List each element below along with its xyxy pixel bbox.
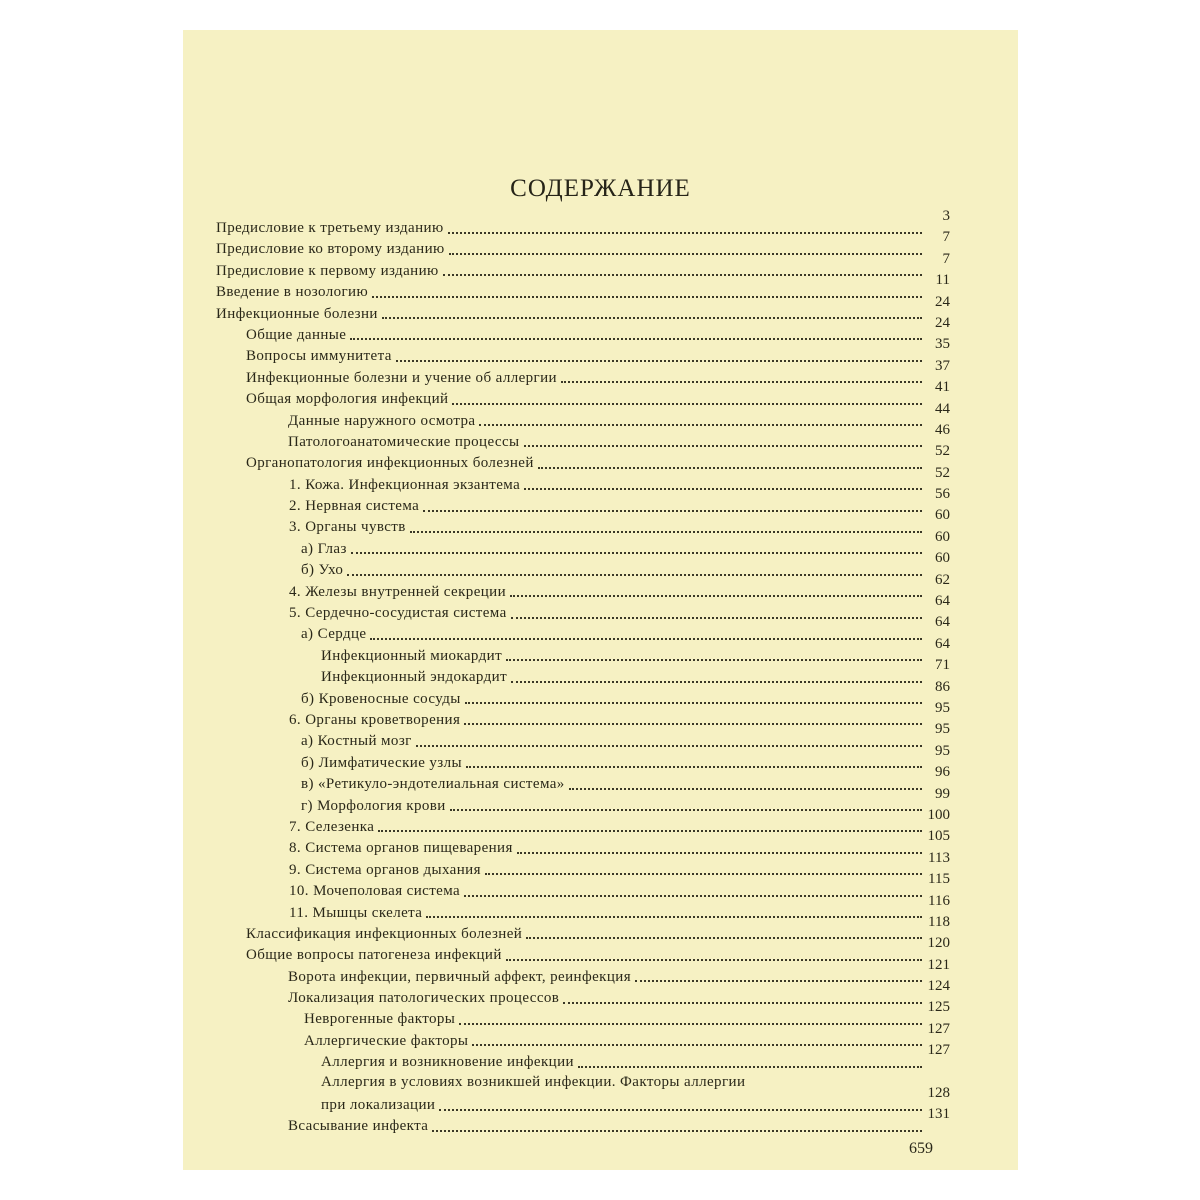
toc-entry-text: Классификация инфекционных болезней <box>246 925 523 942</box>
dot-leader <box>569 788 922 790</box>
toc-entry-text: при локализации <box>321 1097 436 1114</box>
toc-entry-text: 3. Органы чувств <box>289 519 406 536</box>
toc-page-number: 120 <box>927 935 950 952</box>
toc-page-number: 128 <box>927 1085 950 1102</box>
toc-page-number: 62 <box>935 571 950 588</box>
dot-leader <box>370 638 922 640</box>
toc-entry-text: а) Костный мозг <box>301 733 412 750</box>
toc-page-number: 46 <box>935 421 950 438</box>
dot-leader <box>464 723 922 725</box>
toc-entry-text: 2. Нервная система <box>289 498 420 515</box>
toc-entry-text: Ворота инфекции, первичный аффект, реинфекция <box>288 968 631 985</box>
toc-page-number: 118 <box>928 913 950 930</box>
toc-page-number: 37 <box>935 357 950 374</box>
dot-leader <box>578 1066 922 1068</box>
dot-leader <box>510 595 922 597</box>
toc-page-number: 64 <box>935 614 950 631</box>
toc-page-number: 71 <box>935 657 950 674</box>
dot-leader <box>561 381 922 383</box>
toc-entry-text: 7. Селезенка <box>289 818 375 835</box>
toc-entry-text: Органопатология инфекционных болезней <box>246 455 534 472</box>
toc-entry-text: Инфекционные болезни и учение об аллергии <box>246 369 557 386</box>
dot-leader <box>416 745 922 747</box>
toc-page-number: 95 <box>935 699 950 716</box>
toc-entry-text: Аллергические факторы <box>304 1032 469 1049</box>
toc-entry <box>216 1042 950 1073</box>
toc-entry-text: 10. Мочеполовая система <box>289 883 461 900</box>
toc-page-number: 131 <box>927 1106 950 1123</box>
toc-page-number: 124 <box>927 978 950 995</box>
toc-page-number: 3 <box>942 208 950 224</box>
dot-leader <box>485 873 922 875</box>
dot-leader <box>511 681 922 683</box>
toc-entry <box>216 1106 950 1137</box>
toc-page-number: 121 <box>927 956 950 973</box>
toc-page-number: 11 <box>935 272 950 289</box>
toc-page-number: 96 <box>935 764 950 781</box>
dot-leader <box>464 895 922 897</box>
toc-entry <box>216 208 950 239</box>
toc-entry-text: 6. Органы кроветворения <box>289 711 461 728</box>
toc-entry-text: а) Глаз <box>301 540 347 557</box>
book-page <box>183 30 1018 1170</box>
dot-leader <box>347 574 922 576</box>
dot-leader <box>450 809 922 811</box>
toc-page-number: 64 <box>935 635 950 652</box>
toc-page-number: 24 <box>935 314 950 331</box>
toc-entry <box>216 443 950 474</box>
dot-leader <box>378 830 922 832</box>
toc-entry-text: Общая морфология инфекций <box>246 391 449 408</box>
toc-page-number: 95 <box>935 721 950 738</box>
toc-page-number: 41 <box>935 379 950 396</box>
page-number: 659 <box>909 1140 933 1157</box>
toc-page-number: 95 <box>935 742 950 759</box>
dot-leader <box>465 702 922 704</box>
toc-page-number: 60 <box>935 507 950 524</box>
toc-page-number: 125 <box>927 999 950 1016</box>
toc-page-number: 52 <box>935 443 950 460</box>
toc-page-number: 105 <box>927 828 950 845</box>
toc-page-number: 127 <box>927 1020 950 1037</box>
toc-entry-text: Локализация патологических процессов <box>288 990 560 1007</box>
dot-leader <box>538 467 922 469</box>
dot-leader <box>448 232 922 234</box>
toc-entry-text: Аллергия и возникновение инфекции <box>321 1054 574 1071</box>
dot-leader <box>443 274 922 276</box>
toc-entry-text: Данные наружного осмотра <box>288 412 476 429</box>
toc-entry-text: в) «Ретикуло-эндотелиальная система» <box>301 776 565 793</box>
toc-page-number: 60 <box>935 550 950 567</box>
dot-leader <box>472 1044 922 1046</box>
dot-leader <box>452 403 922 405</box>
dot-leader <box>350 338 922 340</box>
toc-page-number: 99 <box>935 785 950 802</box>
toc-entry-text: Инфекционный эндокардит <box>321 669 508 686</box>
toc-entry <box>216 721 950 752</box>
toc-page-number: 64 <box>935 593 950 610</box>
toc-entry-text: б) Кровеносные сосуды <box>301 690 461 707</box>
dot-leader <box>351 552 922 554</box>
toc-entry-text: 9. Система органов дыхания <box>289 861 481 878</box>
toc-entry-text: 4. Железы внутренней секреции <box>289 583 507 600</box>
toc-entry-text: Предисловие к третьему изданию <box>216 220 444 236</box>
toc-page-number: 100 <box>927 806 950 823</box>
dot-leader <box>439 1109 922 1111</box>
toc-entry-text: Общие вопросы патогенеза инфекций <box>246 947 502 964</box>
dot-leader <box>466 766 922 768</box>
toc-entry-text: Предисловие ко второму изданию <box>216 241 445 258</box>
dot-leader <box>449 253 922 255</box>
toc-entry-text: 8. Система органов пищеварения <box>289 840 513 857</box>
dot-leader <box>479 424 922 426</box>
toc-entry-text: 5. Сердечно-сосудистая система <box>289 605 507 622</box>
toc-entry-text: Вопросы иммунитета <box>246 348 392 365</box>
toc-entry <box>216 1020 950 1052</box>
toc-entry-text: Предисловие к первому изданию <box>216 262 439 279</box>
toc-entry <box>216 699 950 731</box>
dot-leader <box>517 852 922 854</box>
toc-page-number: 116 <box>928 892 950 909</box>
toc-page-number: 115 <box>928 871 950 888</box>
toc-entry-text: б) Ухо <box>301 562 344 579</box>
toc-page-number: 7 <box>942 250 950 267</box>
toc-entry-text: 1. Кожа. Инфекционная экзантема <box>289 476 521 493</box>
dot-leader <box>426 916 922 918</box>
toc-entry-text: Общие данные <box>246 326 347 343</box>
toc-entry-text: 11. Мышцы скелета <box>289 904 423 921</box>
page-title: СОДЕРЖАНИЕ <box>510 175 691 202</box>
dot-leader <box>410 531 922 533</box>
dot-leader <box>396 360 922 362</box>
dot-leader <box>432 1130 922 1132</box>
dot-leader <box>511 617 922 619</box>
toc-page-number: 86 <box>935 678 950 695</box>
dot-leader <box>423 510 922 512</box>
dot-leader <box>524 488 922 490</box>
table-of-contents <box>216 208 950 1138</box>
toc-entry-text: Инфекционные болезни <box>216 305 378 322</box>
toc-page-number: 44 <box>935 400 950 417</box>
toc-entry <box>216 593 950 624</box>
dot-leader <box>635 980 922 982</box>
toc-page-number: 127 <box>927 1042 950 1059</box>
dot-leader <box>372 296 922 298</box>
dot-leader <box>526 937 922 939</box>
toc-entry-text: б) Лимфатические узлы <box>301 754 462 771</box>
toc-entry-text: Патологоанатомические процессы <box>288 433 520 450</box>
toc-page-number: 52 <box>935 464 950 481</box>
dot-leader <box>563 1002 922 1004</box>
toc-entry <box>216 293 950 325</box>
toc-page-number: 7 <box>942 229 950 246</box>
toc-page-number: 60 <box>935 528 950 545</box>
dot-leader <box>382 317 922 319</box>
toc-entry-text: а) Сердце <box>301 626 367 643</box>
toc-entry-text: Введение в нозологию <box>216 284 369 301</box>
toc-page-number: 24 <box>935 293 950 310</box>
toc-entry-text: Инфекционный миокардит <box>321 647 503 664</box>
toc-entry-text: г) Морфология крови <box>301 797 446 814</box>
toc-entry-text: Всасывание инфекта <box>288 1118 429 1135</box>
dot-leader <box>506 959 922 961</box>
toc-page-number: 56 <box>935 486 950 503</box>
toc-entry <box>216 229 950 260</box>
toc-entry <box>216 614 950 645</box>
toc-page-number: 35 <box>935 336 950 353</box>
dot-leader <box>524 445 922 447</box>
toc-entry-text: Неврогенные факторы <box>304 1011 456 1028</box>
dot-leader <box>506 659 922 661</box>
toc-entry <box>216 507 950 538</box>
toc-page-number: 113 <box>928 849 950 866</box>
toc-entry-text: Аллергия в условиях возникшей инфекции. Факторы аллергии <box>321 1073 746 1090</box>
toc-entry <box>216 528 950 560</box>
dot-leader <box>459 1023 922 1025</box>
